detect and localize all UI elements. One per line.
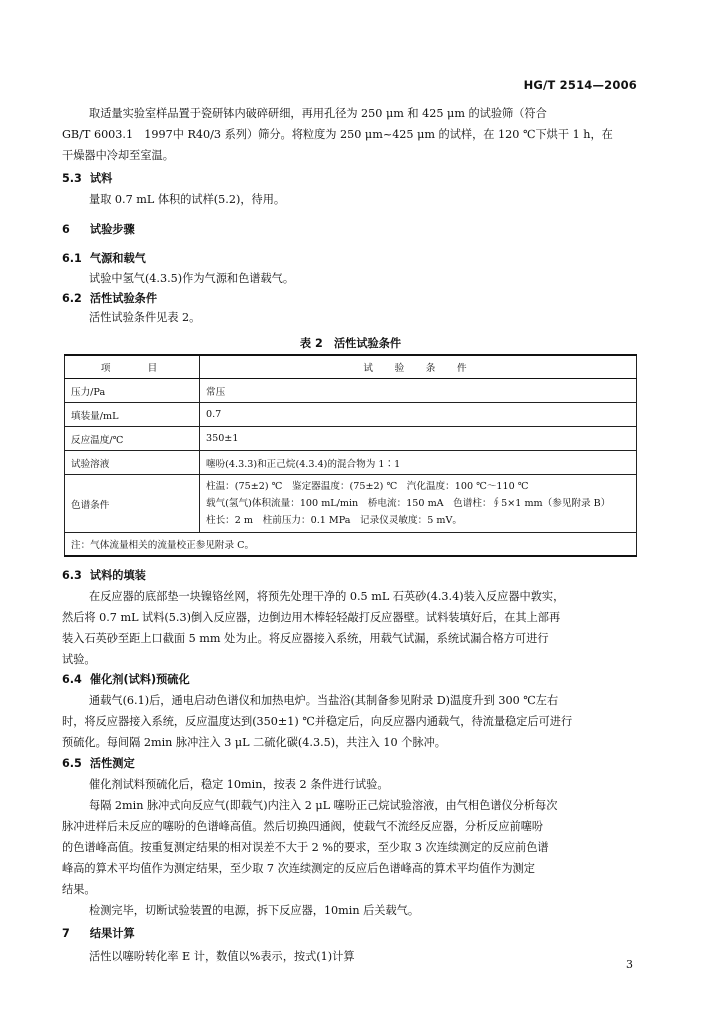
section-title: 试料的填装 (89, 569, 146, 582)
section-number: 6.5 (62, 757, 82, 770)
table-row (65, 403, 637, 427)
section-6-1-text: 试验中氢气(4.3.5)作为气源和色谱载气。 (89, 272, 295, 285)
section-number: 6.2 (62, 292, 82, 305)
table-row (65, 475, 637, 533)
row-item-fill-volume: 填装量/mL (65, 403, 200, 427)
intro-line-2: GB/T 6003.1 1997中 R40/3 系列）筛分。将粒度为 250 μm~425 μm 的试样，在 120 ℃下烘干 1 h，在 (62, 128, 613, 141)
section-7-text: 活性以噻吩转化率 E 计，数值以%表示，按式(1)计算 (89, 950, 355, 963)
table-row (65, 379, 637, 403)
section-title: 活性测定 (89, 757, 135, 770)
section-6-3-line-3: 装入石英砂至距上口截面 5 mm 处为止。将反应器接入系统，用载气试漏，系统试漏合格方可进行 (62, 632, 549, 645)
section-6-5-line-6: 结果。 (62, 883, 96, 896)
section-6-5-line-1: 催化剂试料预硫化后，稳定 10min，按表 2 条件进行试验。 (89, 778, 389, 791)
section-6-5-line-5: 峰高的算术平均值作为测定结果，至少取 7 次连续测定的反应后色谱峰高的算术平均值作为测定 (62, 862, 535, 875)
chrom-line-3: 柱长：2 m 柱前压力：0.1 MPa 记录仪灵敏度：5 mV。 (206, 515, 462, 526)
table-note-row (65, 533, 637, 557)
section-6-3-heading (62, 567, 146, 585)
section-number: 5.3 (62, 172, 82, 185)
section-6-4-line-2: 时，将反应器接入系统，反应温度达到(350±1) ℃并稳定后，向反应器内通载气，待流量稳定后可进行 (62, 715, 573, 728)
chrom-line-1: 柱温：(75±2) ℃ 鉴定器温度：(75±2) ℃ 汽化温度：100 ℃～110 ℃ (206, 481, 529, 492)
section-title: 试验步骤 (89, 223, 135, 236)
section-6-3-line-4: 试验。 (62, 653, 96, 666)
intro-line-1: 取适量实验室样品置于瓷研钵内破碎研细，再用孔径为 250 μm 和 425 μm 的试验筛（符合 (89, 107, 547, 120)
section-number: 6.4 (62, 673, 82, 686)
section-6-heading (62, 221, 135, 239)
section-6-3-line-1: 在反应器的底部垫一块镍铬丝网，将预先处理干净的 0.5 mL 石英砂(4.3.4)装入反应器中敦实， (89, 590, 565, 603)
table-note: 注：气体流量相关的流量校正参见附录 C。 (65, 533, 637, 557)
section-7-heading (62, 925, 135, 943)
section-6-2-text: 活性试验条件见表 2。 (89, 311, 201, 324)
section-6-4-line-3: 预硫化。每间隔 2min 脉冲注入 3 μL 二硫化碳(4.3.5)，共注入 10 个脉冲。 (62, 736, 446, 749)
section-6-3-line-2: 然后将 0.7 mL 试料(5.3)倒入反应器，边倒边用木棒轻轻敲打反应器壁。试料装填好后，在其上部再 (62, 611, 561, 624)
row-item-chromatography: 色谱条件 (65, 475, 200, 533)
section-5-3-heading (62, 170, 112, 188)
standard-code-header: HG/T 2514—2006 (523, 78, 637, 92)
row-item-pressure: 压力/Pa (65, 379, 200, 403)
section-6-5-heading (62, 755, 135, 773)
section-title: 试料 (89, 172, 113, 185)
section-6-5-line-2: 每隔 2min 脉冲式向反应气(即载气)内注入 2 μL 噻吩正己烷试验溶液，由气相色谱仪分析每次 (89, 799, 558, 812)
row-value-pressure: 常压 (200, 379, 637, 403)
section-number: 6.3 (62, 569, 82, 582)
section-6-1-heading (62, 250, 146, 268)
section-title: 催化剂(试料)预硫化 (89, 673, 190, 686)
section-title: 结果计算 (89, 927, 135, 940)
page-number: 3 (626, 958, 633, 971)
section-title: 气源和载气 (89, 252, 146, 265)
row-value-fill-volume: 0.7 (200, 403, 637, 427)
section-number: 6 (62, 223, 70, 236)
table-header-row (65, 355, 637, 379)
section-6-4-line-1: 通载气(6.1)后，通电启动色谱仪和加热电炉。当盐浴(其制备参见附录 D)温度升到 300 ℃左右 (89, 694, 559, 707)
table-row (65, 451, 637, 475)
section-6-2-heading (62, 290, 157, 308)
row-value-reaction-temp: 350±1 (200, 427, 637, 451)
row-value-chromatography (200, 475, 637, 533)
section-number: 7 (62, 927, 70, 940)
row-value-test-solution: 噻吩(4.3.3)和正己烷(4.3.4)的混合物为 1∶1 (200, 451, 637, 475)
table-2-caption: 表 2 活性试验条件 (299, 337, 402, 350)
table-header-condition: 试 验 条 件 (200, 355, 637, 379)
section-6-5-line-7: 检测完毕，切断试验装置的电源，拆下反应器，10min 后关载气。 (89, 904, 420, 917)
row-item-reaction-temp: 反应温度/℃ (65, 427, 200, 451)
section-title: 活性试验条件 (89, 292, 158, 305)
chrom-line-2: 载气(氢气)体积流量：100 mL/min 桥电流：150 mA 色谱柱：∮5×1 mm（参见附录 B） (206, 498, 611, 509)
table-row (65, 427, 637, 451)
section-6-5-line-4: 的色谱峰高值。按重复测定结果的相对误差不大于 2 %的要求，至少取 3 次连续测定的反应前色谱 (62, 841, 549, 854)
row-item-test-solution: 试验溶液 (65, 451, 200, 475)
intro-line-3: 干燥器中冷却至室温。 (62, 149, 174, 162)
section-6-5-line-3: 脉冲进样后未反应的噻吩的色谱峰高值。然后切换四通阀，使载气不流经反应器，分析反应前噻吩 (62, 820, 544, 833)
activity-conditions-table (64, 354, 637, 557)
section-6-4-heading (62, 671, 190, 689)
table-header-item: 项 目 (65, 355, 200, 379)
section-number: 6.1 (62, 252, 82, 265)
section-5-3-text: 量取 0.7 mL 体积的试样(5.2)，待用。 (89, 193, 286, 206)
